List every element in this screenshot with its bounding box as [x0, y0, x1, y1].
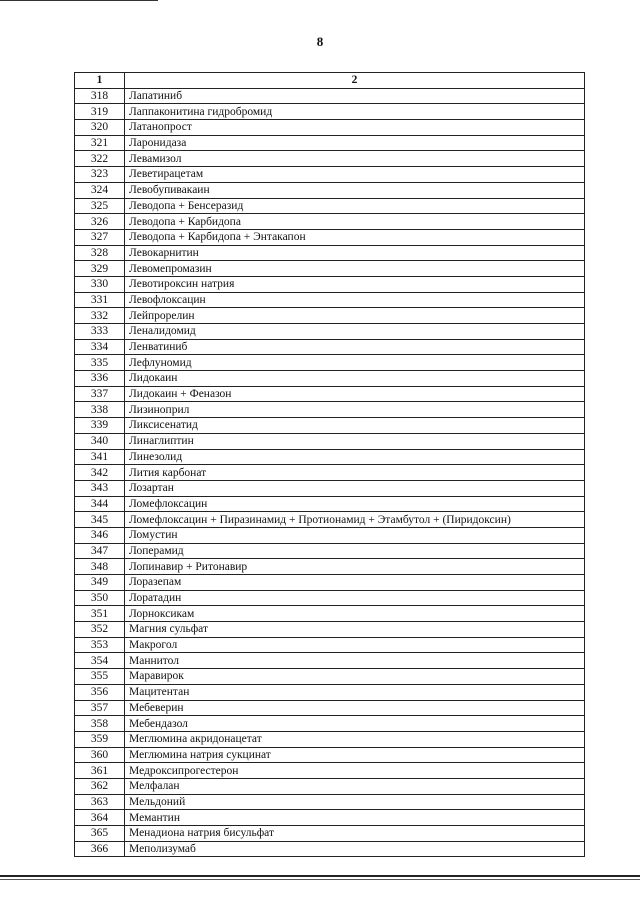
table-row — [75, 433, 585, 449]
row-number-cell: 353 — [75, 637, 125, 653]
row-number-cell: 348 — [75, 559, 125, 575]
drug-name-cell: Левобупивакаин — [125, 182, 585, 198]
row-number-cell: 332 — [75, 308, 125, 324]
drug-name-cell: Линезолид — [125, 449, 585, 465]
row-number-cell: 328 — [75, 245, 125, 261]
drug-name-cell: Линаглиптин — [125, 433, 585, 449]
table-row — [75, 292, 585, 308]
table-row — [75, 763, 585, 779]
row-number-cell: 337 — [75, 386, 125, 402]
row-number-cell: 352 — [75, 622, 125, 638]
row-number-cell: 362 — [75, 778, 125, 794]
row-number-cell: 341 — [75, 449, 125, 465]
drug-name-cell: Леветирацетам — [125, 167, 585, 183]
table-row — [75, 120, 585, 136]
table-row — [75, 214, 585, 230]
row-number-cell: 364 — [75, 810, 125, 826]
table-row — [75, 716, 585, 732]
row-number-cell: 325 — [75, 198, 125, 214]
drug-name-cell: Лозартан — [125, 480, 585, 496]
drug-name-cell: Леводопа + Карбидопа — [125, 214, 585, 230]
table-row — [75, 386, 585, 402]
table-row — [75, 324, 585, 340]
table-row — [75, 653, 585, 669]
drug-name-cell: Мацитентан — [125, 684, 585, 700]
row-number-cell: 360 — [75, 747, 125, 763]
table-row — [75, 135, 585, 151]
drug-name-cell: Лоперамид — [125, 543, 585, 559]
table-row — [75, 182, 585, 198]
row-number-cell: 355 — [75, 669, 125, 685]
drug-name-cell: Левофлоксацин — [125, 292, 585, 308]
drug-name-cell: Ломефлоксацин — [125, 496, 585, 512]
row-number-cell: 334 — [75, 339, 125, 355]
row-number-cell: 366 — [75, 841, 125, 857]
table-row — [75, 731, 585, 747]
table-row — [75, 308, 585, 324]
drug-name-cell: Левомепромазин — [125, 261, 585, 277]
drug-name-cell: Лефлуномид — [125, 355, 585, 371]
table-row — [75, 747, 585, 763]
table-body — [75, 88, 585, 857]
table-row — [75, 245, 585, 261]
table-row — [75, 826, 585, 842]
drug-name-cell: Леводопа + Бенсеразид — [125, 198, 585, 214]
drug-name-cell: Леналидомид — [125, 324, 585, 340]
drug-name-cell: Магния сульфат — [125, 622, 585, 638]
row-number-cell: 326 — [75, 214, 125, 230]
drug-name-cell: Лопинавир + Ритонавир — [125, 559, 585, 575]
table-row — [75, 371, 585, 387]
row-number-cell: 335 — [75, 355, 125, 371]
row-number-cell: 347 — [75, 543, 125, 559]
drug-list-table — [74, 72, 585, 857]
drug-name-cell: Лоратадин — [125, 590, 585, 606]
drug-name-cell: Лорноксикам — [125, 606, 585, 622]
table-row — [75, 543, 585, 559]
drug-name-cell: Маравирок — [125, 669, 585, 685]
drug-name-cell: Лидокаин — [125, 371, 585, 387]
row-number-cell: 350 — [75, 590, 125, 606]
table-row — [75, 449, 585, 465]
drug-name-cell: Лапатиниб — [125, 88, 585, 104]
column-header-number: 1 — [75, 73, 125, 89]
drug-name-cell: Левотироксин натрия — [125, 276, 585, 292]
row-number-cell: 323 — [75, 167, 125, 183]
drug-name-cell: Маннитол — [125, 653, 585, 669]
drug-name-cell: Макрогол — [125, 637, 585, 653]
table-row — [75, 418, 585, 434]
drug-name-cell: Лоразепам — [125, 575, 585, 591]
table-row — [75, 559, 585, 575]
table-row — [75, 512, 585, 528]
table-row — [75, 465, 585, 481]
row-number-cell: 331 — [75, 292, 125, 308]
table-row — [75, 778, 585, 794]
table-row — [75, 622, 585, 638]
table-row — [75, 637, 585, 653]
row-number-cell: 354 — [75, 653, 125, 669]
bottom-edge-rule — [0, 875, 640, 877]
row-number-cell: 357 — [75, 700, 125, 716]
drug-name-cell: Медроксипрогестерон — [125, 763, 585, 779]
drug-name-cell: Латанопрост — [125, 120, 585, 136]
row-number-cell: 324 — [75, 182, 125, 198]
row-number-cell: 363 — [75, 794, 125, 810]
row-number-cell: 343 — [75, 480, 125, 496]
table-row — [75, 669, 585, 685]
table-row — [75, 88, 585, 104]
row-number-cell: 346 — [75, 527, 125, 543]
table-row — [75, 104, 585, 120]
table-row — [75, 684, 585, 700]
drug-name-cell: Меполизумаб — [125, 841, 585, 857]
drug-name-cell: Мебендазол — [125, 716, 585, 732]
drug-name-cell: Лидокаин + Феназон — [125, 386, 585, 402]
table-row — [75, 151, 585, 167]
row-number-cell: 336 — [75, 371, 125, 387]
row-number-cell: 345 — [75, 512, 125, 528]
drug-name-cell: Ленватиниб — [125, 339, 585, 355]
row-number-cell: 342 — [75, 465, 125, 481]
drug-name-cell: Меглюмина акридонацетат — [125, 731, 585, 747]
row-number-cell: 351 — [75, 606, 125, 622]
row-number-cell: 358 — [75, 716, 125, 732]
page-number: 8 — [316, 34, 324, 49]
row-number-cell: 356 — [75, 684, 125, 700]
row-number-cell: 319 — [75, 104, 125, 120]
drug-name-cell: Менадиона натрия бисульфат — [125, 826, 585, 842]
column-header-name: 2 — [125, 73, 585, 89]
drug-name-cell: Лизиноприл — [125, 402, 585, 418]
drug-name-cell: Мемантин — [125, 810, 585, 826]
row-number-cell: 349 — [75, 575, 125, 591]
table-row — [75, 402, 585, 418]
drug-name-cell: Левокарнитин — [125, 245, 585, 261]
row-number-cell: 344 — [75, 496, 125, 512]
row-number-cell: 318 — [75, 88, 125, 104]
row-number-cell: 330 — [75, 276, 125, 292]
table-row — [75, 841, 585, 857]
table-row — [75, 606, 585, 622]
row-number-cell: 329 — [75, 261, 125, 277]
top-edge-rule — [0, 0, 158, 1]
table-row — [75, 794, 585, 810]
drug-name-cell: Ломефлоксацин + Пиразинамид + Протионамид + Этамбутол + (Пиридоксин) — [125, 512, 585, 528]
row-number-cell: 327 — [75, 229, 125, 245]
drug-name-cell: Ликсисенатид — [125, 418, 585, 434]
drug-name-cell: Ларонидаза — [125, 135, 585, 151]
row-number-cell: 339 — [75, 418, 125, 434]
drug-name-cell: Леводопа + Карбидопа + Энтакапон — [125, 229, 585, 245]
table-row — [75, 229, 585, 245]
row-number-cell: 340 — [75, 433, 125, 449]
row-number-cell: 361 — [75, 763, 125, 779]
row-number-cell: 365 — [75, 826, 125, 842]
drug-name-cell: Лаппаконитина гидробромид — [125, 104, 585, 120]
row-number-cell: 333 — [75, 324, 125, 340]
row-number-cell: 359 — [75, 731, 125, 747]
table-row — [75, 480, 585, 496]
table-row — [75, 527, 585, 543]
table-row — [75, 261, 585, 277]
row-number-cell: 321 — [75, 135, 125, 151]
drug-name-cell: Мелфалан — [125, 778, 585, 794]
table-row — [75, 198, 585, 214]
table-row — [75, 496, 585, 512]
drug-name-cell: Лития карбонат — [125, 465, 585, 481]
drug-name-cell: Левамизол — [125, 151, 585, 167]
table-row — [75, 276, 585, 292]
table-row — [75, 339, 585, 355]
drug-name-cell: Ломустин — [125, 527, 585, 543]
table-row — [75, 355, 585, 371]
table-header-row — [75, 73, 585, 89]
row-number-cell: 338 — [75, 402, 125, 418]
table-row — [75, 575, 585, 591]
drug-name-cell: Мельдоний — [125, 794, 585, 810]
drug-name-cell: Лейпрорелин — [125, 308, 585, 324]
row-number-cell: 322 — [75, 151, 125, 167]
table-row — [75, 590, 585, 606]
row-number-cell: 320 — [75, 120, 125, 136]
bottom-edge-rule-thin — [0, 879, 640, 880]
table-row — [75, 167, 585, 183]
drug-name-cell: Мебеверин — [125, 700, 585, 716]
table-row — [75, 810, 585, 826]
table-row — [75, 700, 585, 716]
drug-name-cell: Меглюмина натрия сукцинат — [125, 747, 585, 763]
